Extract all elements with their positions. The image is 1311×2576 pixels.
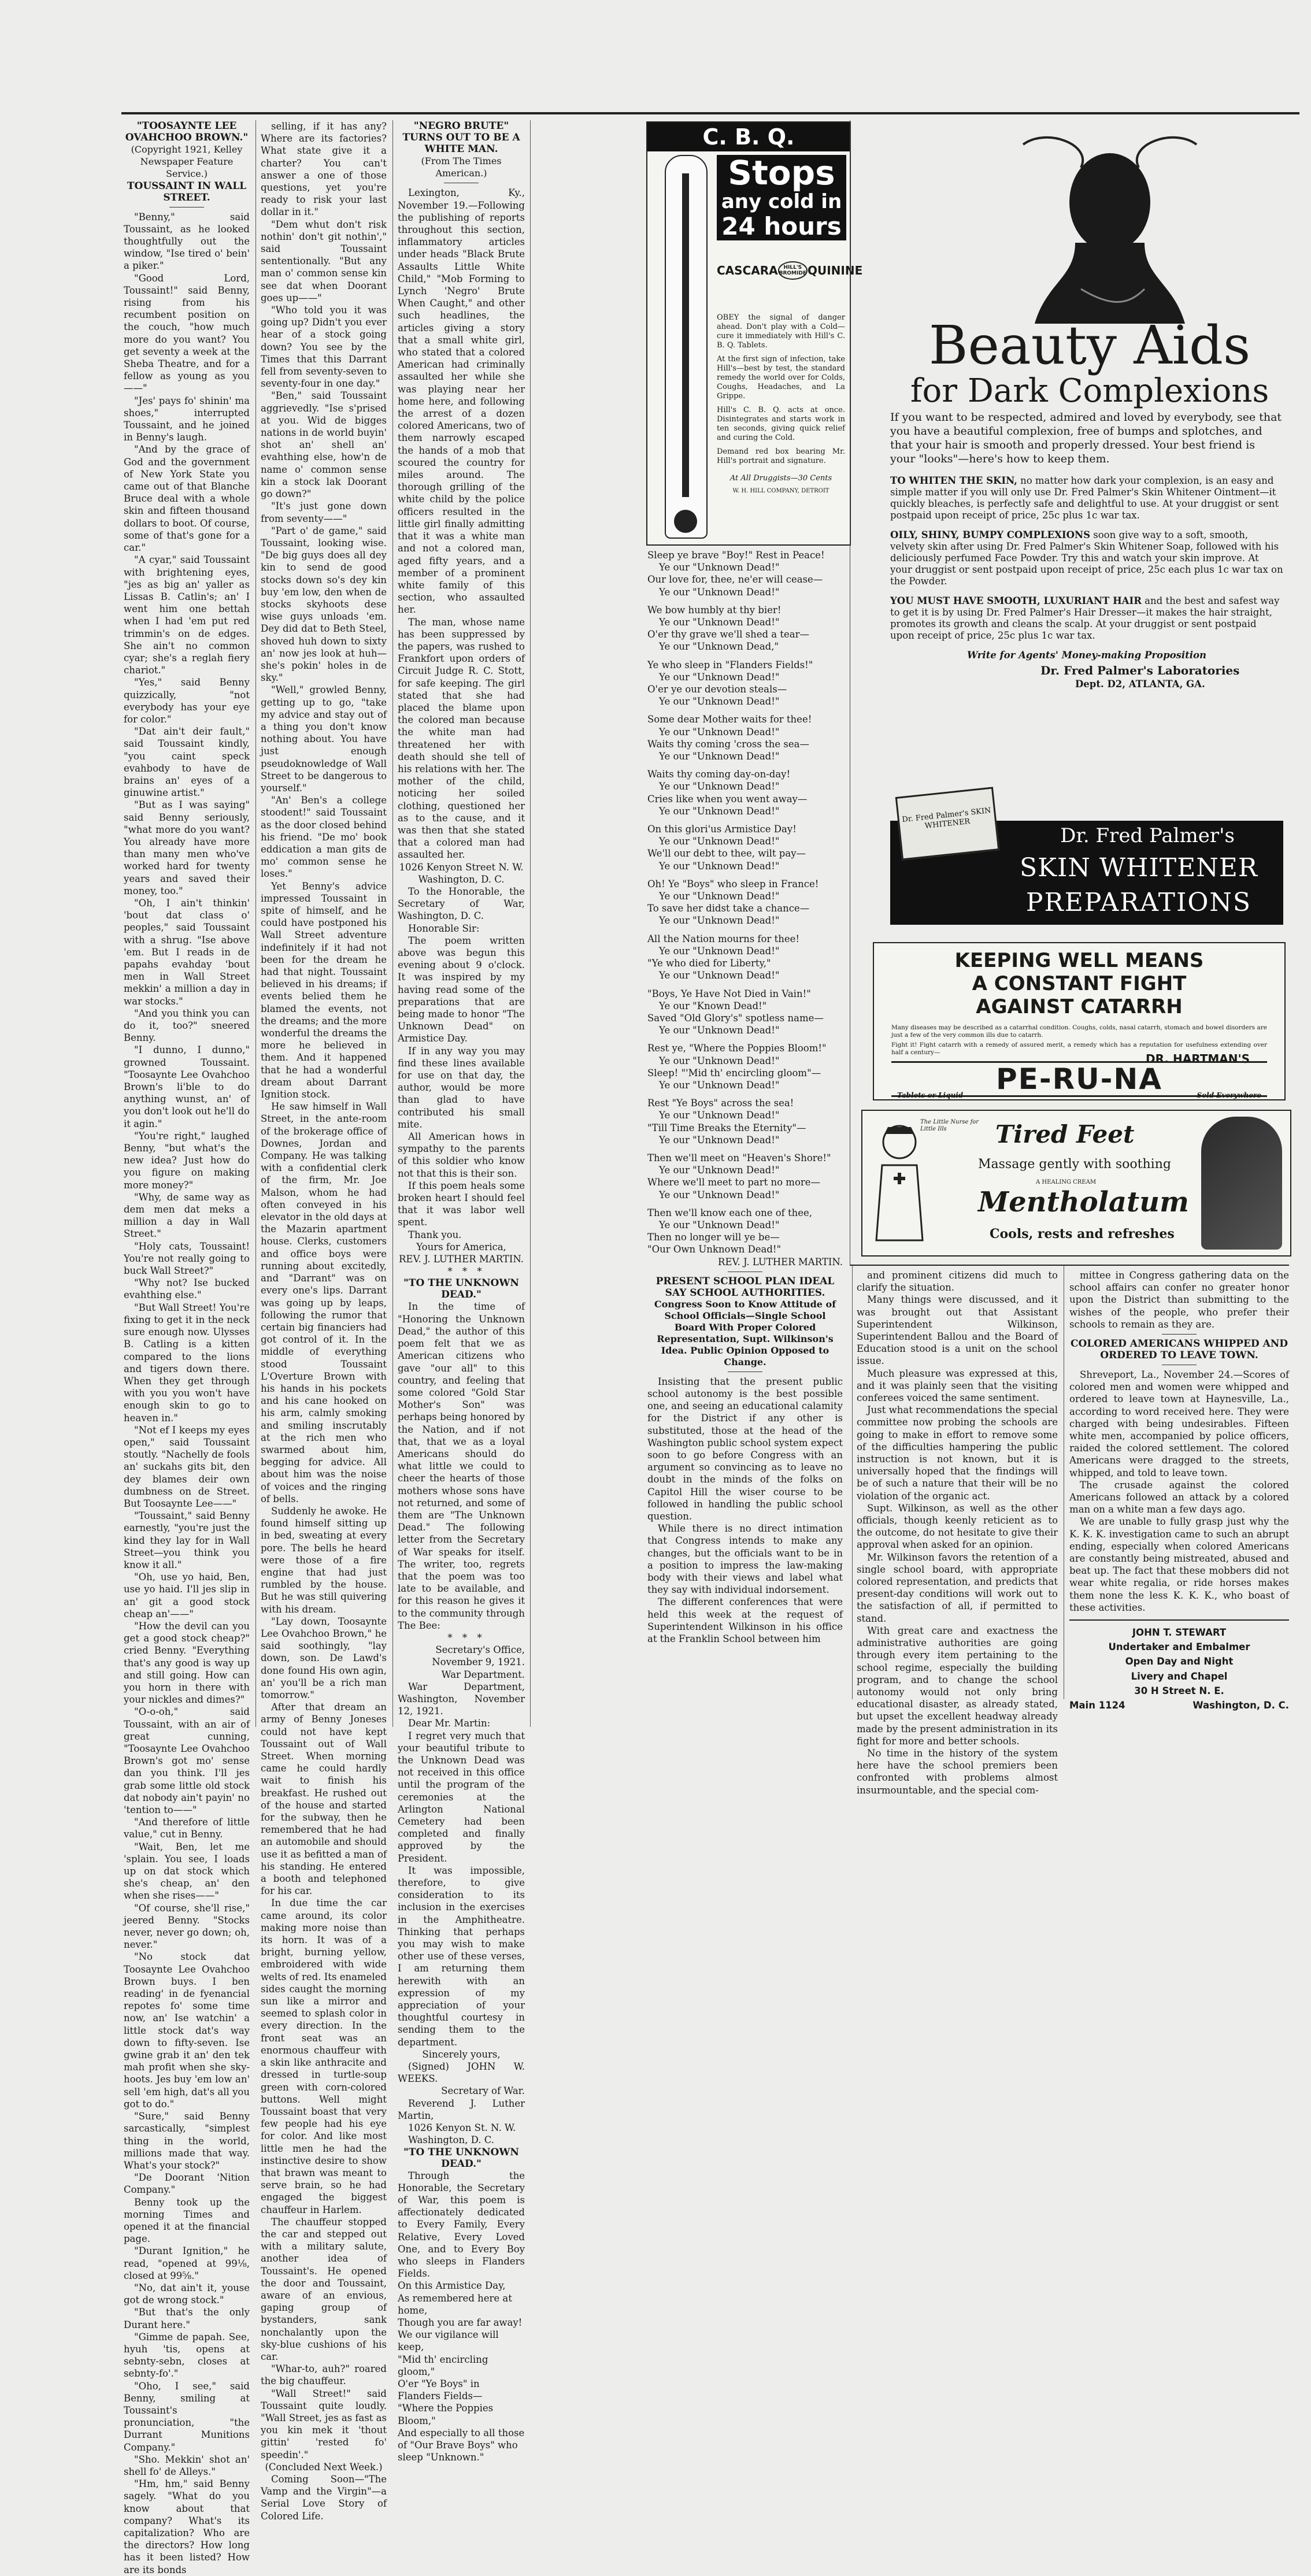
beauty-body xyxy=(890,410,1283,690)
poem-line: To save her didst take a chance— xyxy=(647,903,810,914)
poem-line: Then no longer will ye be— xyxy=(647,1232,780,1243)
poem-line: Ye our "Unknown Dead!" xyxy=(659,562,780,573)
poem-line: Ye our "Unknown Dead!" xyxy=(659,1110,780,1121)
poem-line: We'll our debt to thee, wilt pay— xyxy=(647,848,806,859)
paragraph: After that dream an army of Benny Joneses could not have kept Toussaint out of Wall Street. When morning came he could hardly wait to finish his breakfast. He rushed out of the house and started for the subway, then he remembered that he had an automobile and should use it as befitted a man of his standing. He entered a booth and telephoned for his car. xyxy=(261,1702,387,1897)
poem-line: Ye our "Unknown Dead!" xyxy=(659,1079,780,1091)
paragraph: The crusade against the colored Americans followed an attack by a colored man on a white man a few days ago. xyxy=(1069,1479,1289,1515)
paragraph: "And therefore of little value," cut in Benny. xyxy=(124,1817,250,1840)
beauty-hair xyxy=(890,595,1283,642)
mentholatum-headline: Tired Feet xyxy=(995,1120,1135,1148)
column-divider xyxy=(255,120,256,1727)
paragraph: "Dem whut don't risk nothin' don't git nothin'," said Toussaint sententionally. "But any man o' common sense kin see dat when Doorant goes up——" xyxy=(261,218,387,303)
paragraph: Many things were discussed, and it was brought out that Assistant Superintendent Wilkinson, Superintendent Ballou and the Board of Education stood is a unit on the school issue. xyxy=(857,1294,1058,1367)
cbq-brand: C. B. Q. xyxy=(647,123,850,151)
poem-line: Ye our "Unknown Dead!" xyxy=(659,805,780,817)
cbq-company: W. H. HILL COMPANY, DETROIT xyxy=(732,488,829,494)
paragraph: "Dat ain't deir fault," said Toussaint kindly, "you caint speck evahbody to have de brains an' eyes of a ginuwine artist." xyxy=(124,726,250,799)
column-divider xyxy=(392,120,393,1727)
concluded-note: (Concluded Next Week.) xyxy=(265,2461,383,2473)
letter-signature: REV. J. LUTHER MARTIN. xyxy=(399,1254,524,1265)
school-deck: Congress Soon to Know Attitude of School Officials—Single School Board With Proper Colored Representation, Supt. Wilkinson's Idea. Public Opinion Opposed to Change. xyxy=(654,1298,836,1367)
palmer-brand-box xyxy=(890,806,1283,925)
cbq-product-row xyxy=(717,261,863,280)
paragraph: "Why, de same way as dem men dat meks a million a day in Wall Street." xyxy=(124,1191,250,1240)
poem-line: Waits thy coming 'cross the sea— xyxy=(647,738,809,750)
poem-line: Cries like when you went away— xyxy=(647,793,808,805)
palmer-brand-1: Dr. Fred Palmer's xyxy=(1060,824,1235,847)
product-box-icon xyxy=(895,787,1000,860)
column-3 xyxy=(398,120,525,2463)
poem-line: Ye our "Unknown Dead!" xyxy=(659,726,780,737)
stewart-line-2: Open Day and Night xyxy=(1125,1656,1234,1667)
paragraph: Through the Honorable, the Secretary of War, this poem is affectionately dedicated to Every Family, Every Relative, Every Loved One, and to Every Boy who sleeps in Flanders Fields. xyxy=(398,2170,525,2280)
column-5 xyxy=(857,1269,1058,1796)
weeks-title: Secretary of War. xyxy=(441,2085,525,2097)
poem-line: "Till Time Breaks the Eternity"— xyxy=(647,1122,806,1133)
paragraph: In due time the car came around, its color making more noise than its horn. It was of a bright, burning yellow, embroidered with wide welts of red. Its enameled sides caught the morning sun like a mirror and seemed to splash color in every direction. In the front seat was an enormous chauffeur with a skin like anthracite and dressed in turtle-soup green with corn-colored buttons. Well might Toussaint boast that very few people had his eye for color. And like most little men he had the instinctive desire to show that brawn was meant to serve brain, so he had engaged the biggest chauffeur in Harlem. xyxy=(261,1897,387,2215)
paragraph: "Jes' pays fo' shinin' ma shoes," interrupted Toussaint, and he joined in Benny's laugh. xyxy=(124,395,250,443)
column-4 xyxy=(647,549,843,1699)
paragraph: "Well," growled Benny, getting up to go, "take my advice and stay out of a thing you don't know nothing about. You have just enough pseudoknowledge of Wall Street to be dangerous to yourself." xyxy=(261,684,387,794)
poem-line: Ye our "Unknown Dead!" xyxy=(659,1189,780,1200)
paragraph: "Holy cats, Toussaint! You're not really going to buck Wall Street?" xyxy=(124,1240,250,1277)
paragraph: "But Wall Street! You're fixing to get it in the neck sure enough now. Ulysses B. Catling is a kitten compared to the lions and tigers down there. When they get through with you you won't have enough skin to go to heaven in." xyxy=(124,1302,250,1424)
paragraph: "O-o-oh," said Toussaint, with an air of great cunning, "Toosaynte Lee Ovahchoo Brown's got mo' sense dan you think. I'll jes grab some little old stock dat nobody ain't payin' no 'tention to——" xyxy=(124,1706,250,1816)
poem-line: Ye our "Unknown Dead!" xyxy=(659,781,780,792)
paragraph: "And by the grace of God and the government of New York State you came out of that Blanche Bruce deal with a whole skin and fifteen thousand dollars to boot. Of course, some of that's gone for a car." xyxy=(124,444,250,554)
paragraph: selling, if it has any? Where are its factories? What state give it a charter? You can't answer a one of those questions, yet you're ready to risk your last dollar in it." xyxy=(261,121,387,218)
poem-line: Saved "Old Glory's" spotless name— xyxy=(647,1012,824,1024)
sec-dept: War Department. xyxy=(441,1669,525,1680)
poem-line: We bow humbly at thy bier! xyxy=(647,604,782,616)
mentholatum-ad xyxy=(861,1110,1291,1257)
paragraph: "No stock dat Toosaynte Lee Ovahchoo Brown buys. I ben reading' in de fyenancial repotes fo' some time now, an' Ise watchin' a little stock dat's way down to fifty-seven. Ise gwine grab it an' den tek mah profit when she sky-hoots. Jes buy 'em low an' sell 'em high, dat's all you got to do." xyxy=(124,1951,250,2110)
peruna-headline xyxy=(874,949,1284,1018)
stewart-footer xyxy=(1069,1699,1289,1711)
cbq-cascara: CASCARA xyxy=(717,264,778,277)
beauty-lab: Dr. Fred Palmer's Laboratories xyxy=(1040,664,1240,677)
stanza-break xyxy=(647,1036,843,1042)
poem-line: Ye our "Unknown Dead!" xyxy=(659,1055,780,1066)
paragraph: "Gimme de papah. See, hyuh 'tis, opens at sebnty-sebn, closes at sebnty-fo'." xyxy=(124,2331,250,2379)
poem-line: Ye our "Unknown Dead!" xyxy=(659,860,780,872)
poem-line: We our vigilance will keep, xyxy=(398,2329,499,2353)
paragraph: "But as I was saying" said Benny seriously, "what more do you want? You already have more than many men who've worked hard for twenty years and saved their money, too." xyxy=(124,799,250,896)
letter-closing: Yours for America, xyxy=(416,1241,506,1252)
poem-line: Then we'll meet on "Heaven's Shore!" xyxy=(647,1152,831,1163)
poem-line: Ye our "Unknown Dead!" xyxy=(659,970,780,981)
poem-line: Though you are far away! xyxy=(398,2316,523,2328)
poem-line: Ye our "Unknown Dead," xyxy=(659,641,779,653)
paragraph: All American hows in sympathy to the parents of this soldier who know not that this is their son. xyxy=(398,1131,525,1179)
paragraph: Suddenly he awoke. He found himself sitting up in bed, sweating at every pore. The bells he heard were those of a fire engine that had just rumbled by the house. But he was still quivering with his dream. xyxy=(261,1505,387,1615)
cbq-headline-1: Stops xyxy=(728,153,835,192)
poem-line: "Ye who died for Liberty," xyxy=(647,958,771,969)
story-body-cont xyxy=(261,120,387,2461)
cbq-bromide: HILL'S BROMIDE xyxy=(778,261,808,280)
paragraph: At the first sign of infection, take Hill's—best by test, the standard remedy the world over for Colds, Coughs, Headaches, and La Grippe. xyxy=(717,355,845,401)
poem-line: Ye our "Known Dead!" xyxy=(659,1000,767,1011)
poem-line: O'er thy grave we'll shed a tear— xyxy=(647,629,809,640)
poem-line: Ye our "Unknown Dead!" xyxy=(659,671,780,683)
poem-line: Our love for, thee, ne'er will cease— xyxy=(647,574,823,585)
poem-line: "Boys, Ye Have Not Died in Vain!" xyxy=(647,988,811,999)
cbq-quinine: QUININE xyxy=(807,264,863,277)
peruna-ad xyxy=(873,942,1286,1100)
weeks-letter xyxy=(398,1730,525,2048)
peruna-tag-left: Tablets or Liquid xyxy=(897,1091,964,1099)
story-body xyxy=(124,211,250,2576)
poem-line: On this glori'us Armistice Day! xyxy=(647,824,797,835)
stewart-line-3: Livery and Chapel xyxy=(1131,1670,1228,1682)
paragraph: Thank you. xyxy=(408,1229,462,1240)
sec-office: Secretary's Office, xyxy=(435,1644,525,1656)
peruna-body-1: Many diseases may be described as a catarrhal condition. Coughs, colds, nasal catarrh, stomach and bowel disorders are just a few of the very common ills due to catarrh. xyxy=(891,1024,1267,1039)
poem-line: As remembered here at home, xyxy=(398,2292,512,2316)
poem-line: Rest ye, "Where the Poppies Bloom!" xyxy=(647,1043,827,1054)
whipped-title: COLORED AMERICANS WHIPPED AND ORDERED TO LEAVE TOWN. xyxy=(1070,1338,1288,1362)
poem-line: Oh! Ye "Boys" who sleep in France! xyxy=(647,878,819,889)
sincerely-line: Sincerely yours, xyxy=(422,2048,501,2060)
paragraph: "Why not? Ise bucked evahthing else." xyxy=(124,1277,250,1301)
column-2 xyxy=(261,120,387,2522)
paragraph: Mr. Wilkinson favors the retention of a single school board, with appropriate colored representation, and predicts that present-day conditions will work out to the satisfaction of all, if permitted to stand. xyxy=(857,1551,1058,1624)
stanza-break xyxy=(647,598,843,604)
stewart-phone: Main 1124 xyxy=(1069,1700,1125,1711)
paragraph: Hill's C. B. Q. acts at once. Disintegrates and starts work in ten seconds, giving quick relief and curing the Cold. xyxy=(717,406,845,442)
poem-verses xyxy=(647,549,843,1256)
stanza-break xyxy=(647,1201,843,1207)
cbq-headline-3: 24 hours xyxy=(721,212,842,240)
poem-dedication xyxy=(398,2170,525,2280)
peruna-tag-right: Sold Everywhere xyxy=(1197,1091,1261,1099)
paragraph: No time in the history of the system here have the school premiers been confronted with problems almost insurmountable, and the special com- xyxy=(857,1747,1058,1796)
stanza-break xyxy=(647,707,843,713)
paragraph: "Who told you it was going up? Didn't you ever hear of a stock going down? You see by the Times that this Darrant fell from seventy-seven to seventy-four in one day." xyxy=(261,305,387,390)
paragraph: Just what recommendations the special committee now probing the schools are going to make in effort to remove some of the difficulties hampering the public instruction is not known, but it is universally hoped that the findings will be of such a nature that their will be no violation of the organic act. xyxy=(857,1404,1058,1502)
school-body-end xyxy=(1069,1269,1289,1330)
beauty-whiten xyxy=(890,475,1283,521)
paragraph: "Sho. Mekkin' shot an' shell fo' de Alleys." xyxy=(124,2453,250,2477)
poem-line: Some dear Mother waits for thee! xyxy=(647,714,812,725)
paragraph: "Durant Ignition," he read, "opened at 99⅛, closed at 99⅝." xyxy=(124,2245,250,2281)
mentholatum-product: Mentholatum xyxy=(978,1186,1189,1218)
stanza-break xyxy=(647,872,843,878)
whipped-body xyxy=(1069,1369,1289,1614)
peruna-headline-1: KEEPING WELL MEANS xyxy=(954,949,1204,972)
paragraph: The poem written above was begun this evening about 9 o'clock. It was inspired by my having read some of the preparations that are being made to honor "The Unknown Dead" on Armistice Day. xyxy=(398,935,525,1044)
paragraph: "Oho, I see," said Benny, smiling at Toussaint's pronunciation, "the Durrant Munitions Company." xyxy=(124,2380,250,2453)
mentholatum-tag: Cools, rests and refreshes xyxy=(990,1226,1175,1241)
peruna-product: PE-RU-NA xyxy=(996,1062,1162,1096)
paragraph: The man, whose name has been suppressed by the papers, was rushed to Frankfort upon orders of Circuit Judge R. C. Stott, for safe keeping. The girl stated that she had placed the blame upon the colored man because the white man had threatened her with death should she tell of his relations with her. The mother of the child, noticing her soiled clothing, questioned her as to the cause, and it was then that she stated that a colored man had assaulted her. xyxy=(398,616,525,861)
cbq-price: At All Druggists—30 Cents xyxy=(729,474,832,483)
peruna-brand: DR. HARTMAN'S xyxy=(1146,1052,1250,1066)
poem-line: O'er "Ye Boys" in Flanders Fields— xyxy=(398,2378,483,2402)
beauty-oily-text: soon give way to a soft, smooth, velvety skin after using Dr. Fred Palmer's Skin Whitener Soap, followed with his deliciously perfumed Face Powder. Try this and watch your skin improve. At your druggist or sent postpaid upon receipt of price, 25c each plus 1c war tax on the Powder. xyxy=(890,529,1283,587)
nurse-icon xyxy=(871,1119,928,1246)
paragraph: We are unable to fully grasp just why the K. K. K. investigation came to such an abrupt ending, especially when colored Americans are constantly being mistreated, abused and beat up. The fact that these mobbers did not wear white regalia, or ride horses makes them none the less K. K. K., who boast of these activities. xyxy=(1069,1516,1289,1613)
beauty-title-1: Beauty Aids xyxy=(928,314,1251,376)
paragraph: "Of course, she'll rise," jeered Benny. "Stocks never, never go down; oh, never." xyxy=(124,1902,250,1951)
poem-line: Ye our "Unknown Dead!" xyxy=(659,617,780,628)
coming-soon: Coming Soon—"The Vamp and the Virgin"—a Serial Love Story of Colored Life. xyxy=(261,2474,387,2522)
paragraph: "Benny," said Toussaint, as he looked thoughtfully out the window, "Ise tired o' bein' a piker." xyxy=(124,211,250,272)
weeks-signature: (Signed) JOHN W. WEEKS. xyxy=(398,2061,525,2085)
paragraph: The chauffeur stopped the car and stepped out with a military salute, another idea of Toussaint's. He opened the door and Toussaint, aware of an envious, gaping group of bystanders, sank nonchalantly upon the sky-blue cushions of his car. xyxy=(261,2216,387,2362)
story-title: "TOOSAYNTE LEE OVAHCHOO BROWN." xyxy=(125,120,249,143)
column-1 xyxy=(124,120,250,2575)
rev-name: Reverend J. Luther Martin, xyxy=(398,2097,525,2121)
paragraph: I regret very much that your beautiful tribute to the Unknown Dead was not received in this office until the program of the ceremonies at the Arlington National Cemetery had been completed and finally approved by the President. xyxy=(398,1730,525,1864)
letter-address-2: Washington, D. C. xyxy=(418,873,505,885)
stewart-line-4: 30 H Street N. E. xyxy=(1134,1685,1224,1696)
stars-divider: * * * xyxy=(447,1632,486,1643)
poem-line: And especially to all those of "Our Brave Boys" who sleep "Unknown." xyxy=(398,2427,525,2463)
paragraph: "Yes," said Benny quizzically, "not everybody has your eye for color." xyxy=(124,677,250,725)
sec-date: November 9, 1921. xyxy=(432,1656,525,1668)
school-body-cont xyxy=(857,1269,1058,1796)
stewart-city: Washington, D. C. xyxy=(1193,1700,1289,1711)
beauty-title-2: for Dark Complexions xyxy=(910,372,1269,410)
mentholatum-badge: The Little Nurse for Little Ills xyxy=(920,1119,979,1132)
poem-line: Ye our "Unknown Dead!" xyxy=(659,1025,780,1036)
poem-line: Ye our "Unknown Dead!" xyxy=(659,1134,780,1146)
war-dept-line: War Department, Washington, November 12, 1921. xyxy=(398,1681,525,1717)
paragraph: "Toussaint," said Benny earnestly, "you're just the kind they lay for in Wall Street—you think you know it all." xyxy=(124,1510,250,1570)
paragraph: The different conferences that were held this week at the request of Superintendent Wilkinson in his office at the Franklin School between him xyxy=(647,1596,843,1645)
paragraph: "Hm, hm," said Benny sagely. "What do you know about that company? What's its capitalization? Who are the directors? How long has it been listed? How are its bonds xyxy=(124,2478,250,2575)
article-title: "NEGRO BRUTE" TURNS OUT TO BE A WHITE MAN. xyxy=(402,120,520,155)
poem-signature: REV. J. LUTHER MARTIN. xyxy=(718,1256,843,1267)
poem-line: Ye our "Unknown Dead!" xyxy=(659,915,780,926)
poem-line: Ye our "Unknown Dead!" xyxy=(659,696,780,707)
paragraph: Much pleasure was expressed at this, and it was plainly seen that the visiting conferees voiced the same sentiment. xyxy=(857,1367,1058,1404)
paragraph: In the time of "Honoring the Unknown Dead," the author of this poem felt that we as American citizens who gave "our all" to this country, and feeling that some colored "Gold Star Mother's Son" was perhaps being honored by the Nation, and if not that, that we as a loyal Americans should do what little we could to cheer the hearts of those mothers whose sons have not returned, and some of them are "The Unknown Dead." The following letter from the Secretary of War speaks for itself. The writer, too, regrets that the poem was too late to be available, and for this reason he gives it to the community through The Bee: xyxy=(398,1301,525,1631)
letter-salute-2: Honorable Sir: xyxy=(408,922,480,934)
poem-line: Ye our "Unknown Dead!" xyxy=(659,836,780,847)
beauty-oily-lead: OILY, SHINY, BUMPY COMPLEXIONS xyxy=(890,529,1091,540)
paragraph: "Sure," said Benny sarcastically, "simplest thing in the world, millions made that way. What's your stock?" xyxy=(124,2111,250,2171)
poem-line: All the Nation mourns for thee! xyxy=(647,933,799,944)
divider xyxy=(1162,1334,1197,1335)
letter-body xyxy=(398,935,525,1241)
paragraph: "Oh, I ain't thinkin' 'bout dat class o' peoples," said Toussaint with a shrug. "Ise above 'em. But I reads in de papahs evahday 'bout men in Wall Street mekkin' a million a day in war stocks." xyxy=(124,897,250,1007)
paragraph: and prominent citizens did much to clarify the situation. xyxy=(857,1270,1058,1293)
page-top-rule xyxy=(121,112,1299,114)
rev-address-1: 1026 Kenyon St. N. W. xyxy=(408,2122,516,2134)
cbq-ad xyxy=(646,121,863,546)
cbq-headline-2: any cold in xyxy=(721,190,842,213)
paragraph: Lexington, Ky., November 19.—Following the publishing of reports throughout this section, inflammatory articles under heads "Black Brute Assaults Little White Child," "Mob Forming to Lynch 'Negro' Brute When Caught," and other such headlines, the articles giving a story that a small white girl, who stated that a colored American had criminally assaulted her while she was playing near her home here, and following the arrest of a dozen colored Americans, two of them narrowly escaped the hands of a mob that scoured the country for miles around. The thorough grilling of the white child by the police officers resulted in the little girl finally admitting that it was a white man and not a colored man, aged fifty years, and a member of a prominent white family of this section, who assaulted her. xyxy=(398,187,525,616)
poem-line: Ye our "Unknown Dead!" xyxy=(659,945,780,957)
stanza-break xyxy=(647,927,843,933)
poem-line: Ye our "Unknown Dead!" xyxy=(659,1165,780,1176)
paragraph: It was impossible, therefore, to give consideration to its inclusion in the exercises in the Amphitheatre. Thinking that perhaps you may wish to make other use of these verses, I am returning them herewith with an expression of my appreciation of your thoughtful courtesy in sending them to the department. xyxy=(398,1865,525,2048)
paragraph: "How the devil can you get a good stock cheap?" cried Benny. "Everything that's any good is way up and still going. How can you horn in there with your nickles and dimes?" xyxy=(124,1620,250,1706)
ads-bottom-rule xyxy=(850,1265,1289,1266)
stanza-break xyxy=(647,762,843,768)
stanza-break xyxy=(647,1146,843,1152)
paragraph: Yet Benny's advice impressed Toussaint in spite of himself, and he could have postponed his Wall Street adventure indefinitely if it had not been for the dream he had that night. Toussaint believed in his dreams; if events belied them he blamed the events, not the dreams; and the more wonderful the dreams the more he believed in them. And it happened that he had a wonderful dream about Darrant Ignition stock. xyxy=(261,880,387,1100)
paragraph: Supt. Wilkinson, as well as the other officials, though keenly reticient as to the outcome, do not hesitate to give their approval when asked for an opinion. xyxy=(857,1502,1058,1551)
column-6 xyxy=(1069,1269,1289,1711)
woman-portrait-icon xyxy=(1012,133,1208,324)
article-body xyxy=(398,187,525,861)
beauty-title xyxy=(890,314,1289,410)
poem-line: "Where the Poppies Bloom," xyxy=(398,2403,494,2426)
peruna-headline-2: A CONSTANT FIGHT xyxy=(972,972,1187,995)
poem-line: O'er ye our devotion steals— xyxy=(647,684,787,695)
paragraph: "I dunno, I dunno," growned Toussaint. "Toosaynte Lee Ovahchoo Brown's li'ble to do anything wunst, an' of you don't look out he'll do it agin." xyxy=(124,1044,250,1129)
poem-line: Ye our "Unknown Dead!" xyxy=(659,1219,780,1230)
stars-divider: * * * xyxy=(447,1266,486,1277)
paragraph: "Lay down, Toosaynte Lee Ovahchoo Brown," he said soothingly, "lay down, son. De Lawd's done found His own agin, an' you'll be a rich man tomorrow." xyxy=(261,1615,387,1700)
beauty-aids-ad xyxy=(867,121,1295,931)
school-body xyxy=(647,1376,843,1645)
paragraph: "It's just gone down from seventy——" xyxy=(261,501,387,524)
paragraph: "De Doorant 'Nition Company." xyxy=(124,2172,250,2196)
paragraph: If in any way you may find these lines available for use on that day, the author, would be more than glad to have contributed his small mite. xyxy=(398,1045,525,1130)
poem-line: On this Armistice Day, xyxy=(398,2280,506,2292)
paragraph: "But that's the only Durant here." xyxy=(124,2307,250,2330)
poem-line: Rest "Ye Boys" across the sea! xyxy=(647,1098,794,1109)
letter-address-1: 1026 Kenyon Street N. W. xyxy=(399,861,524,873)
beauty-hair-lead: YOU MUST HAVE SMOOTH, LUXURIANT HAIR xyxy=(890,595,1142,606)
palmer-brand-3: PREPARATIONS xyxy=(1025,888,1252,917)
paragraph: "Oh, use yo haid, Ben, use yo haid. I'll jes slip in an' git a good stock cheap an'——" xyxy=(124,1571,250,1619)
dear-line: Dear Mr. Martin: xyxy=(408,1718,491,1729)
beauty-oily xyxy=(890,529,1283,587)
poem-line: Ye our "Unknown Dead!" xyxy=(659,586,780,598)
column-divider xyxy=(852,1266,853,1699)
paragraph: "Wall Street!" said Toussaint quite loudly. "Wall Street, jes as fast as you kin mek it 'thout gittin' 'rested fo' speedin'." xyxy=(261,2388,387,2460)
peruna-headline-3: AGAINST CATARRH xyxy=(976,995,1183,1018)
beauty-hair-text: and the best and safest way to get it is by using Dr. Fred Palmer's Hair Dresser—it makes the hair straight, promotes its growth and cleans the scalp. At your druggist or sent postpaid upon receipt of price, 25c plus 1c war tax. xyxy=(890,595,1280,641)
cbq-body xyxy=(717,313,845,496)
paragraph: "You're right," laughed Benny, "but what's the new idea? Just how do you figure on making more money?" xyxy=(124,1130,250,1191)
poem-line: Ye who sleep in "Flanders Fields!" xyxy=(647,659,813,670)
poem-intro xyxy=(398,1300,525,1631)
paragraph: "Not ef I keeps my eyes open," said Toussaint stoutly. "Nachelly de fools an' suckahs gits bit, den dey blames deir own dumbness on de Street. But Toosaynte Lee——" xyxy=(124,1424,250,1509)
paragraph: Shreveport, La., November 24.—Scores of colored men and women were whipped and ordered to leave town at Haynesville, La., according to word received here. They were charged with being undesirables. Fifteen white men, accompanied by police officers, raided the colored settlement. The colored Americans were dragged to the streets, whipped, and told to leave town. xyxy=(1069,1369,1289,1478)
peruna-body-2: Fight it! Fight catarrh with a remedy of assured merit, a remedy which has a reputation for usefulness extending over half a century— xyxy=(891,1041,1267,1056)
paragraph: "Wait, Ben, let me 'splain. You see, I loads up on dat stock which she's cheap, an' den when she rises——" xyxy=(124,1841,250,1902)
poem-line: Ye our "Unknown Dead!" xyxy=(659,891,780,902)
poem-line: Ye our "Unknown Dead!" xyxy=(659,751,780,762)
column-divider xyxy=(530,120,531,1727)
paragraph: "Whar-to, auh?" roared the big chauffeur. xyxy=(261,2363,387,2387)
paragraph: "An' Ben's a college stoodent!" said Toussaint as the door closed behind his friend. "De mo' book eddication a man gits de mo' common sense he loses." xyxy=(261,795,387,880)
stewart-ad xyxy=(1069,1626,1289,1711)
letter-salute: To the Honorable, the Secretary of War, Washington, D. C. xyxy=(398,885,525,922)
stanza-break xyxy=(647,817,843,823)
paragraph: With great care and exactness the administrative authorities are going through every item pertaining to the school regime, especially the building program, and to change the school autonomy would not only bring educational disaster, as already stated, but upset the excellent headway already made by the present administration in its fight for more and better schools. xyxy=(857,1625,1058,1747)
cbq-headline xyxy=(717,155,846,240)
paragraph: "Part o' de game," said Toussaint, looking wise. "De big guys does all dey kin to send de good stocks down so's dey kin buy 'em low, den when de stocks skyhoots dese wise guys unloads 'em. Dey did dat to Beth Steel, shoved huh down to sixty an' now jes look at huh—she's pokin' holes in de sky." xyxy=(261,525,387,684)
poem-line: "Our Own Unknown Dead!" xyxy=(647,1244,782,1255)
poem-line: Sleep! "'Mid th' encircling gloom"— xyxy=(647,1067,821,1078)
poem-section-title: "TO THE UNKNOWN DEAD." xyxy=(403,1277,519,1301)
beauty-whiten-lead: TO WHITEN THE SKIN, xyxy=(890,475,1017,486)
divider xyxy=(1069,1619,1289,1621)
poem-line: "Mid th' encircling gloom," xyxy=(398,2353,488,2377)
beauty-intro: If you want to be respected, admired and loved by everybody, see that you have a beautiful complexion, free of bumps and splotches, and that your hair is smooth and properly dressed. Your best friend is your "looks"—here's how to keep them. xyxy=(890,411,1282,465)
paragraph: Insisting that the present public school autonomy is the best possible one, and seeing an educational calamity for the District if any other is substituted, those at the head of the Washington public school system expect soon to go before Congress with an argument so convincing as to leave no doubt in the minds of the folks on Capitol Hill the wiser course to be followed in handling the public school question. xyxy=(647,1376,843,1522)
tired-feet-figure-icon xyxy=(1201,1117,1282,1250)
stanza-break xyxy=(647,1091,843,1097)
poem-opening xyxy=(398,2280,525,2463)
copyright-line: (Copyright 1921, Kelley Newspaper Feature Service.) xyxy=(131,144,243,180)
paragraph: "A cyar," said Toussaint with brightening eyes, "jes as big an' yaller as Lissas B. Catlin's; an' I went him one bettah when I had 'em put red trimmin's on de edges. She ain't no common cyar; she's a reglah fiery chariot." xyxy=(124,554,250,676)
stanza-break xyxy=(647,653,843,659)
mentholatum-healing: A HEALING CREAM xyxy=(1036,1179,1097,1185)
beauty-agents: Write for Agents' Money-making Proposition xyxy=(966,650,1207,661)
paragraph: OBEY the signal of danger ahead. Don't play with a Cold—cure it immediately with Hill's C. B. Q. Tablets. xyxy=(717,313,845,350)
paragraph: "No, dat ain't it, youse got de wrong stock." xyxy=(124,2282,250,2306)
thermometer-icon xyxy=(665,155,708,539)
paragraph: Demand red box bearing Mr. Hill's portrait and signature. xyxy=(717,447,845,465)
rev-address-2: Washington, D. C. xyxy=(408,2134,495,2146)
paragraph: If this poem heals some broken heart I should feel that it was labor well spent. xyxy=(398,1180,525,1228)
stanza-break xyxy=(647,982,843,988)
mentholatum-sub: Massage gently with soothing xyxy=(978,1157,1171,1172)
article-source: (From The Times American.) xyxy=(421,155,502,179)
poem-title: "TO THE UNKNOWN DEAD." xyxy=(403,2146,519,2170)
poem-line: Waits thy coming day-on-day! xyxy=(647,769,791,780)
product-box-label: Dr. Fred Palmer's SKIN WHITENER xyxy=(901,806,992,831)
poem-line: Where we'll meet to part no more— xyxy=(647,1177,821,1188)
stewart-name: JOHN T. STEWART xyxy=(1132,1627,1227,1639)
stewart-line-1: Undertaker and Embalmer xyxy=(1108,1641,1250,1653)
paragraph: "Good Lord, Toussaint!" said Benny, rising from his recumbent position on the couch, "how much more do you want? You get seventy a week at the Sheba Theatre, and for a fellow as young as you——" xyxy=(124,272,250,394)
school-title: PRESENT SCHOOL PLAN IDEAL SAY SCHOOL AUTHORITIES. xyxy=(656,1275,835,1299)
story-subtitle: TOUSSAINT IN WALL STREET. xyxy=(127,180,247,203)
poem-line: Then we'll know each one of thee, xyxy=(647,1207,813,1218)
beauty-lab-addr: Dept. D2, ATLANTA, GA. xyxy=(1075,679,1205,690)
paragraph: He saw himself in Wall Street, in the ante-room of the brokerage office of Downes, Jordan and Company. He was talking with a confidential clerk of the firm, Mr. Joe Malson, whom he had often conveyed in his elevator in the old days at the Mazarin apartment house. Clerks, customers and office boys were running about excitedly, and "Darrant" was on every one's lips. Darrant was going up by leaps, following the rumor that certain big financiers had got control of it. In the middle of everything stood Toussaint L'Overture Brown with his hands in his pockets and his cane hooked on his arm, calmly smoking and smiling inscrutably at the rich men who swarmed about him, begging for advice. All about him was the noise of voices and the ringing of bells. xyxy=(261,1101,387,1504)
paragraph: "Ben," said Toussaint aggrievedly. "Ise s'prised at you. Wid de bigges nations in de world buyin' shot an' shell an' evahthing else, how'n de name o' common sense kin a stock lak Doorant go down?" xyxy=(261,390,387,500)
paragraph: While there is no direct intimation that Congress intends to make any changes, but the officials want to be in a position to impress the law-making body with their views and label what they say with individual indorsement. xyxy=(647,1523,843,1596)
paragraph: mittee in Congress gathering data on the school affairs can confer no greater honor upon the District than submitting to the wishes of the people, who prefer their schools to remain as they are. xyxy=(1069,1270,1289,1330)
beauty-whiten-text: no matter how dark your complexion, is an easy and simple matter if you will only use Dr. Fred Palmer's Skin Whitener Ointment—it quickly bleaches, is perfectly safe and delightful to use. At your druggist or sent postpaid upon receipt of price, 25c plus 1c war tax. xyxy=(890,475,1279,521)
paragraph: "And you think you can do it, too?" sneered Benny. xyxy=(124,1007,250,1044)
poem-line: Sleep ye brave "Boy!" Rest in Peace! xyxy=(647,550,825,561)
palmer-brand-2: SKIN WHITENER xyxy=(1019,853,1258,883)
paragraph: Benny took up the morning Times and opened it at the financial page. xyxy=(124,2196,250,2245)
